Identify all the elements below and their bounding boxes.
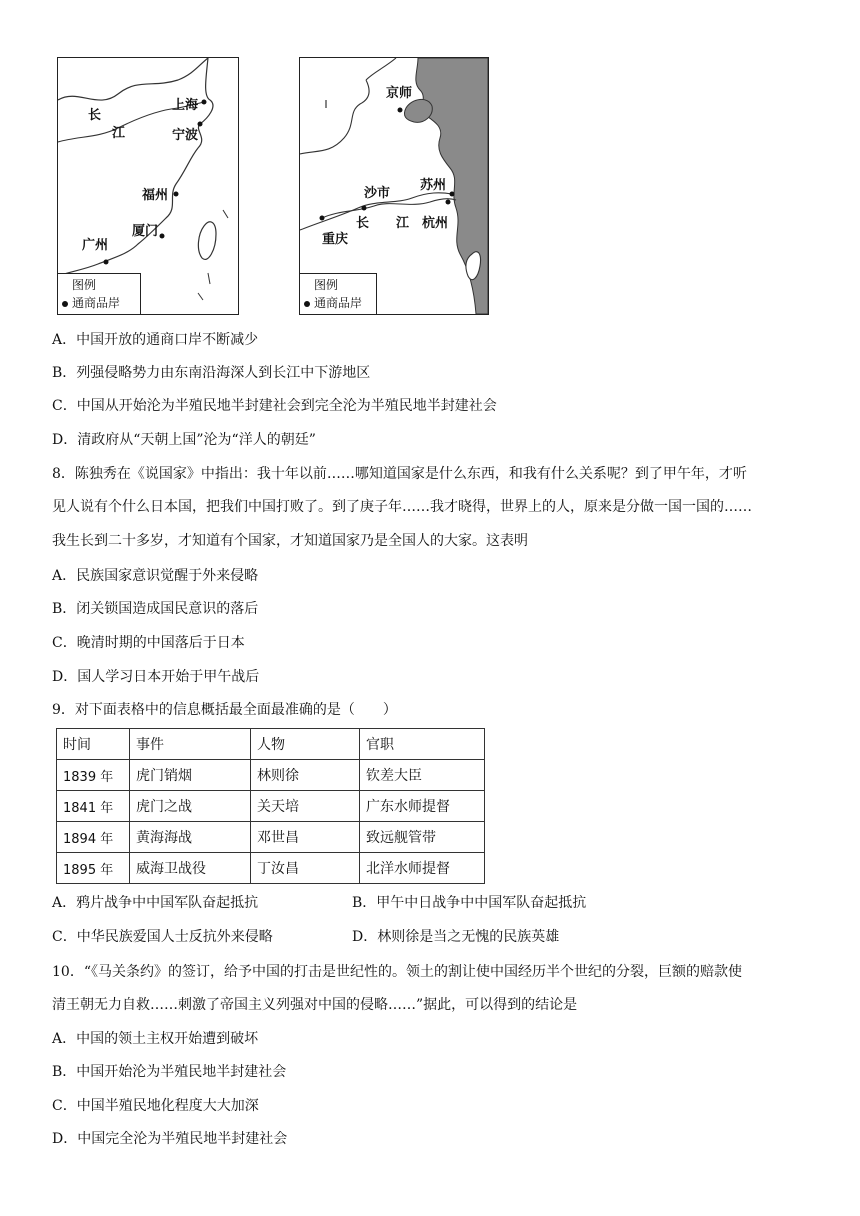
map-yangtze-ports — [299, 57, 489, 315]
q8-stem-line-1: 8．陈独秀在《说国家》中指出：我十年以前……哪知道国家是什么东西，和我有什么关系呢？到了甲午年，才听 — [52, 466, 747, 482]
table-cell: 1894 年 — [57, 822, 130, 853]
table-cell: 关天培 — [251, 791, 360, 822]
q8-stem-line-2: 见人说有个什么日本国，把我们中国打败了。到了庚子年……我才晓得，世界上的人，原来是分做一国一国的…… — [52, 499, 752, 515]
map2-legend-item-label: 通商品岸 — [314, 296, 363, 310]
table-cell: 威海卫战役 — [130, 853, 251, 884]
map1-label-chang: 长 — [88, 108, 102, 123]
map2-legend — [300, 273, 377, 314]
table-row — [57, 822, 485, 853]
q10-option-c: C．中国半殖民地化程度大大加深 — [52, 1098, 259, 1114]
table-header-cell: 官职 — [360, 729, 485, 760]
table-cell: 致远舰管带 — [360, 822, 485, 853]
q8-option-d: D．国人学习日本开始于甲午战后 — [52, 669, 260, 685]
port-dot-icon — [304, 301, 310, 307]
q8-option-a: A．民族国家意识觉醒于外来侵略 — [52, 568, 259, 584]
table-cell: 1895 年 — [57, 853, 130, 884]
table-row — [57, 791, 485, 822]
q10-stem-line-1: 10．“《马关条约》的签订，给予中国的打击是世纪性的。领土的割让使中国经历半个世纪的分裂，巨额的赔款使 — [52, 964, 742, 980]
map-coastal-ports — [57, 57, 239, 315]
map1-label-jiang: 江 — [112, 126, 126, 141]
map2-label-jiang: 江 — [396, 216, 410, 231]
map2-label-suzhou: 苏州 — [420, 178, 447, 193]
table-row — [57, 853, 485, 884]
map2-label-chongqing: 重庆 — [322, 232, 349, 247]
map2-label-shashi: 沙市 — [364, 186, 391, 201]
q7-option-a: A．中国开放的通商口岸不断减少 — [52, 332, 259, 348]
q10-option-b: B．中国开始沦为半殖民地半封建社会 — [52, 1064, 287, 1080]
q9-option-c: C．中华民族爱国人士反抗外来侵略 — [52, 929, 273, 945]
q7-option-c: C．中国从开始沦为半殖民地半封建社会到完全沦为半殖民地半封建社会 — [52, 398, 497, 414]
table-cell: 1839 年 — [57, 760, 130, 791]
table-cell: 邓世昌 — [251, 822, 360, 853]
table-header-cell: 人物 — [251, 729, 360, 760]
port-dot-icon — [62, 301, 68, 307]
map2-label-chang: 长 — [356, 216, 370, 231]
q10-stem-line-2: 清王朝无力自救……刺激了帝国主义列强对中国的侵略……”据此，可以得到的结论是 — [52, 997, 578, 1013]
table-header-row — [57, 729, 485, 760]
q7-option-b: B．列强侵略势力由东南沿海深人到长江中下游地区 — [52, 365, 371, 381]
map2-label-hangzhou: 杭州 — [422, 216, 449, 231]
q9-option-d: D．林则徐是当之无愧的民族英雄 — [352, 929, 560, 945]
map1-label-shanghai: 上海 — [172, 98, 199, 113]
map1-label-guangzhou: 广州 — [82, 238, 109, 253]
map2-label-jingshi: 京师 — [386, 86, 413, 101]
table-header-cell: 时间 — [57, 729, 130, 760]
q8-stem-line-3: 我生长到二十多岁，才知道有个国家，才知道国家乃是全国人的大家。这表明 — [52, 533, 528, 549]
table-cell: 广东水师提督 — [360, 791, 485, 822]
table-cell: 虎门之战 — [130, 791, 251, 822]
q9-option-b: B．甲午中日战争中中国军队奋起抵抗 — [352, 895, 587, 911]
table-cell: 钦差大臣 — [360, 760, 485, 791]
map1-legend-item — [62, 294, 120, 311]
q8-option-c: C．晚清时期的中国落后于日本 — [52, 635, 245, 651]
table-cell: 黄海海战 — [130, 822, 251, 853]
q10-option-a: A．中国的领土主权开始遭到破坏 — [52, 1031, 259, 1047]
q10-option-d: D．中国完全沦为半殖民地半封建社会 — [52, 1131, 288, 1147]
table-cell: 虎门销烟 — [130, 760, 251, 791]
map1-legend — [58, 273, 141, 314]
q9-stem: 9．对下面表格中的信息概括最全面最准确的是（ ） — [52, 702, 397, 718]
q8-option-b: B．闭关锁国造成国民意识的落后 — [52, 601, 259, 617]
map1-label-fuzhou: 福州 — [142, 188, 169, 203]
map1-legend-title: 图例 — [72, 278, 97, 292]
table-cell: 北洋水师提督 — [360, 853, 485, 884]
table-cell: 1841 年 — [57, 791, 130, 822]
q9-option-a: A．鸦片战争中中国军队奋起抵抗 — [52, 895, 259, 911]
map1-label-ningbo: 宁波 — [172, 128, 199, 143]
map2-legend-item — [304, 294, 362, 311]
table-header-cell: 事件 — [130, 729, 251, 760]
map2-legend-title: 图例 — [314, 278, 339, 292]
map1-legend-item-label: 通商品岸 — [72, 296, 121, 310]
table-cell: 林则徐 — [251, 760, 360, 791]
q7-option-d: D．清政府从“天朝上国”沦为“洋人的朝廷” — [52, 432, 316, 448]
q9-info-table — [56, 728, 485, 884]
table-cell: 丁汝昌 — [251, 853, 360, 884]
map1-label-xiamen: 厦门 — [132, 224, 159, 239]
table-row — [57, 760, 485, 791]
